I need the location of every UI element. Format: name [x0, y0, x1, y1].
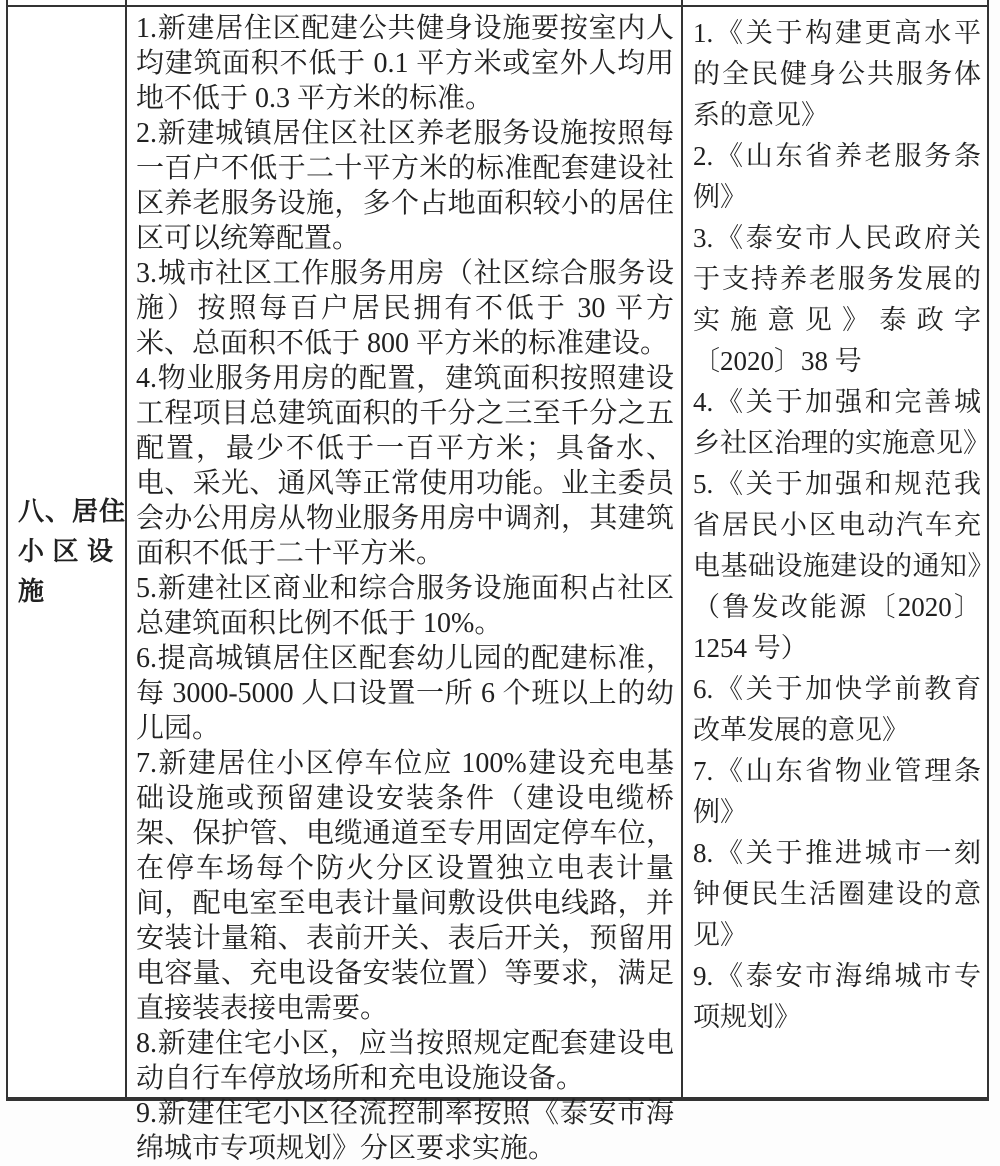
references-cell [683, 7, 990, 1097]
reference-item: 5.《关于加强和规范我省居民小区电动汽车充电基础设施建设的通知》（鲁发改能源〔2020〕1254 号） [693, 469, 981, 663]
row-label-cell [8, 7, 127, 1097]
requirement-item: 9.新建住宅小区径流控制率按照《泰安市海绵城市专项规划》分区要求实施。 [136, 1098, 674, 1164]
requirement-item: 4.物业服务用房的配置，建筑面积按照建设工程项目总建筑面积的千分之三至千分之五配置，最少不低于一百平方米；具备水、电、采光、通风等正常使用功能。业主委员会办公用房从物业服务用房中调剂，其建筑面积不低于二十平方米。 [136, 363, 674, 569]
requirement-item: 2.新建城镇居住区社区养老服务设施按照每一百户不低于二十平方米的标准配套建设社区养老服务设施，多个占地面积较小的居住区可以统筹配置。 [136, 118, 674, 254]
table-row [8, 7, 990, 1164]
remnant-label-cell [8, 0, 127, 5]
reference-item: 9.《泰安市海绵城市专项规划》 [693, 961, 981, 1032]
requirement-item: 5.新建社区商业和综合服务设施面积占社区总建筑面积比例不低于 10%。 [136, 573, 674, 639]
row-label-line: 小 区 设 [18, 537, 115, 566]
doc-table [6, 0, 990, 1164]
reference-item: 1.《关于构建更高水平的全民健身公共服务体系的意见》 [693, 18, 981, 130]
remnant-requirements-cell [127, 0, 683, 5]
previous-row-remnant [8, 0, 987, 7]
reference-item: 7.《山东省物业管理条例》 [693, 756, 981, 827]
reference-item: 6.《关于加快学前教育改革发展的意见》 [693, 674, 981, 745]
reference-item: 4.《关于加强和完善城乡社区治理的实施意见》 [693, 387, 990, 458]
reference-item: 2.《山东省养老服务条例》 [693, 141, 981, 212]
requirement-item: 7.新建居住小区停车位应 100%建设充电基础设施或预留建设安装条件（建设电缆桥架、保护管、电缆通道至专用固定停车位，在停车场每个防火分区设置独立电表计量间，配电室至电表计量间敷设供电线路，并安装计量箱、表前开关、表后开关，预留用电容量、充电设备安装位置）等要求，满足直接装表接电需要。 [136, 748, 674, 1024]
requirement-item: 8.新建住宅小区，应当按照规定配套建设电动自行车停放场所和充电设施设备。 [136, 1028, 674, 1094]
row-label-line: 八、居住 [18, 497, 127, 526]
reference-item: 8.《关于推进城市一刻钟便民生活圈建设的意见》 [693, 838, 981, 950]
requirement-item: 1.新建居住区配建公共健身设施要按室内人均建筑面积不低于 0.1 平方米或室外人均用地不低于 0.3 平方米的标准。 [136, 13, 674, 114]
row-label-line: 施 [18, 577, 46, 606]
requirements-cell [127, 7, 683, 1164]
requirement-item: 6.提高城镇居住区配套幼儿园的配建标准，每 3000-5000 人口设置一所 6 个班以上的幼儿园。 [136, 643, 674, 744]
remnant-references-cell [683, 0, 987, 5]
requirement-item: 3.城市社区工作服务用房（社区综合服务设施）按照每百户居民拥有不低于 30 平方米、总面积不低于 800 平方米的标准建设。 [136, 258, 674, 359]
reference-item: 3.《泰安市人民政府关于支持养老服务发展的实施意见》泰政字〔2020〕38 号 [693, 223, 981, 376]
